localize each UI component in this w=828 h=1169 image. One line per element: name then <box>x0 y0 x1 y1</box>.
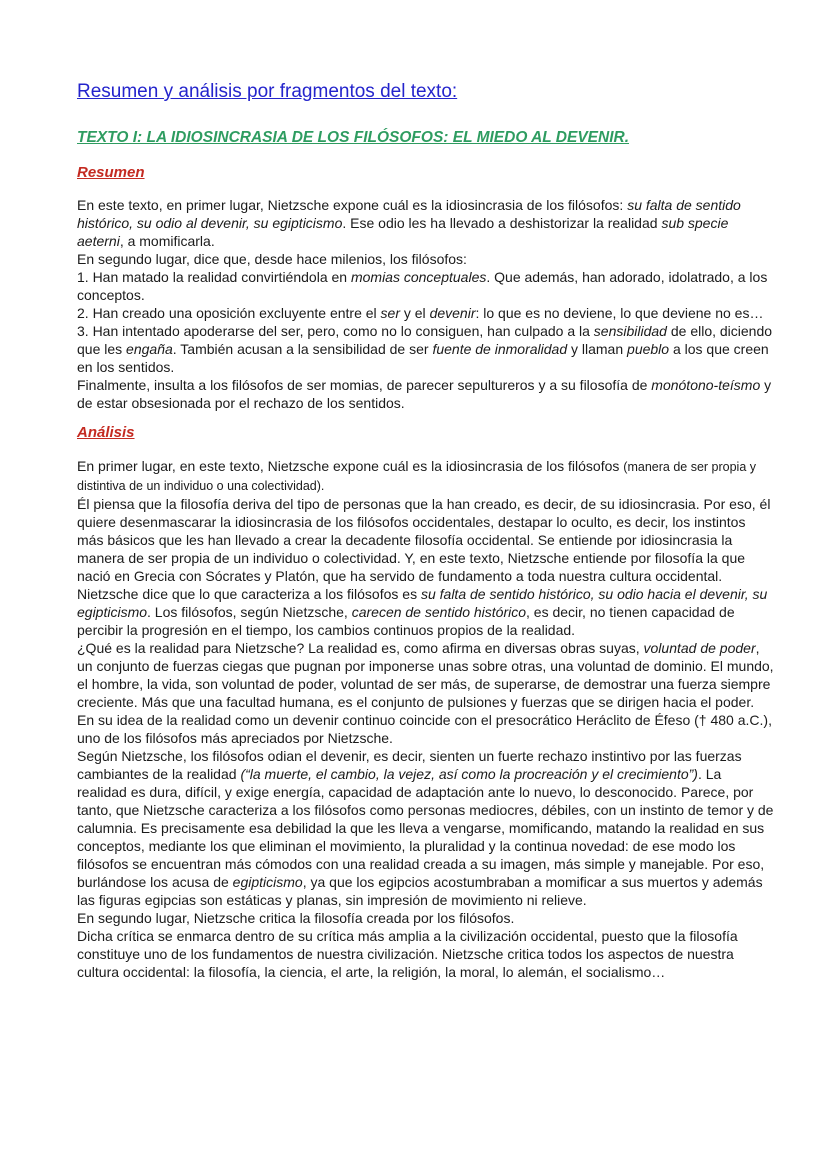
paragraph <box>77 322 774 376</box>
text-segment: momias conceptuales <box>350 269 487 285</box>
text-segment: sensibilidad <box>593 323 667 339</box>
paragraph <box>77 639 774 747</box>
document-title: Resumen y análisis por fragmentos del texto: <box>77 81 458 102</box>
text-segment: . Ese odio les ha llevado a deshistorizar la realidad <box>342 215 662 231</box>
text-segment: Dicha crítica se enmarca dentro de su crítica más amplia a la civilización occidental, puesto que la filosofía constituye uno de los fundamentos de nuestra civilización. Nietzsche critica todos los aspectos de nuestra cultura occidental: la filosofía, la ciencia, el arte, la religión, la moral, lo alemán, el socialismo… <box>77 928 738 980</box>
text-segment: y el <box>399 305 430 321</box>
analisis-body <box>77 457 774 981</box>
text-segment: Él piensa que la filosofía deriva del tipo de personas que la han creado, es decir, de su idiosincrasia. Por eso, él quiere desenmascarar la idiosincrasia de los filósofos occidentales, destapar lo oculto, es decir, los instintos más básicos que les han llevado a crear la decadente filosofía occidental. Se entiende por idiosincrasia la manera de ser propia de un individuo o colectividad. Y, en este texto, Nietzsche entiende por filosofía la que nació en Grecia con Sócrates y Platón, que ha servido de fundamento a toda nuestra cultura occidental. <box>77 496 771 584</box>
text-segment: , a momificarla. <box>119 233 215 249</box>
resumen-body <box>77 196 774 412</box>
paragraph <box>77 457 774 495</box>
paragraph <box>77 927 774 981</box>
text-segment: , un conjunto de fuerzas ciegas que pugnan por imponerse unas sobre otras, una voluntad de dominio. El mundo, el hombre, la vida, son voluntad de poder, voluntad de ser más, de superarse, de demostrar una fuerza siempre creciente. Más que una facultad humana, es el conjunto de pulsiones y fuerzas que se dirigen hacia el poder. En su idea de la realidad como un devenir continuo coincide con el presocrático Heráclito de Éfeso († 480 a.C.), uno de los filósofos más apreciados por Nietzsche. <box>77 640 774 746</box>
text-segment: de ello, diciendo que les <box>77 323 773 357</box>
paragraph <box>77 196 774 250</box>
paragraph <box>77 585 774 639</box>
text-segment: egipticismo <box>232 874 303 890</box>
text-segment: ser <box>380 305 400 321</box>
text-segment: En segundo lugar, dice que, desde hace milenios, los filósofos: <box>77 251 467 267</box>
text-segment: (manera de ser propia y distintiva de un individuo o una colectividad). <box>77 460 756 493</box>
text-segment: 2. Han creado una oposición excluyente entre el <box>77 305 381 321</box>
text-segment: . Los filósofos, según Nietzsche, <box>147 604 352 620</box>
text-segment: voluntad de poder <box>643 640 756 656</box>
text-segment: En segundo lugar, Nietzsche critica la filosofía creada por los filósofos. <box>77 910 515 926</box>
text-segment: pueblo <box>627 341 670 357</box>
analisis-heading: Análisis <box>77 424 135 441</box>
text-segment: su falta de sentido histórico, su odio hacia el devenir, su egipticismo <box>77 586 768 620</box>
text-segment: Finalmente, insulta a los filósofos de ser momias, de parecer sepultureros y a su filosofía de <box>77 377 652 393</box>
text-segment: monótono-teísmo <box>651 377 761 393</box>
paragraph <box>77 495 774 585</box>
text-segment: 3. Han intentado apoderarse del ser, pero, como no lo consiguen, han culpado a la <box>77 323 594 339</box>
paragraph <box>77 909 774 927</box>
section-heading-texto-1: TEXTO I: LA IDIOSINCRASIA DE LOS FILÓSOFOS: EL MIEDO AL DEVENIR. <box>77 129 630 146</box>
text-segment: fuente de inmoralidad <box>432 341 568 357</box>
text-segment: ¿Qué es la realidad para Nietzsche? La realidad es, como afirma en diversas obras suyas, <box>77 640 644 656</box>
text-segment: sub specie aeterni <box>77 215 729 249</box>
text-segment: carecen de sentido histórico <box>351 604 527 620</box>
text-segment: su falta de sentido histórico, su odio al devenir, su egipticismo <box>77 197 741 231</box>
text-segment: devenir <box>429 305 476 321</box>
text-segment: , ya que los egipcios acostumbraban a momificar a sus muertos y además las figuras egipcias son estáticas y planas, sin impresión de movimiento ni relieve. <box>77 874 763 908</box>
text-segment: . También acusan a la sensibilidad de ser <box>172 341 433 357</box>
text-segment: En este texto, en primer lugar, Nietzsche expone cuál es la idiosincrasia de los filósofos: <box>77 197 628 213</box>
text-segment: . Que además, han adorado, idolatrado, a los conceptos. <box>77 269 768 303</box>
text-segment: En primer lugar, en este texto, Nietzsche expone cuál es la idiosincrasia de los filósofos <box>77 458 624 474</box>
text-segment: y de estar obsesionada por el rechazo de los sentidos. <box>77 377 772 411</box>
paragraph <box>77 304 774 322</box>
text-segment: Según Nietzsche, los filósofos odian el devenir, es decir, sienten un fuerte rechazo instintivo por las fuerzas cambiantes de la realidad <box>77 748 742 782</box>
text-segment: y llaman <box>567 341 628 357</box>
text-segment: (“la muerte, el cambio, la vejez, así como la procreación y el crecimiento”) <box>240 766 698 782</box>
paragraph <box>77 268 774 304</box>
text-segment: . La realidad es dura, difícil, y exige energía, capacidad de adaptación ante lo nuevo, lo desconocido. Parece, por tanto, que Nietzsche caracteriza a los filósofos como personas mediocres, débiles, con un instinto de temor y de calumnia. Es precisamente esa debilidad la que les lleva a vengarse, momificando, matando la realidad en sus conceptos, mediante los que eliminan el movimiento, la pluralidad y la continua novedad: de ese modo los filósofos se encuentran más cómodos con una realidad creada a su imagen, más simple y manejable. Por eso, burlándose los acusa de <box>77 766 774 890</box>
text-segment: a los que creen en los sentidos. <box>77 341 769 375</box>
text-segment: Nietzsche dice que lo que caracteriza a los filósofos es <box>77 586 421 602</box>
text-segment: , es decir, no tienen capacidad de percibir la progresión en el tiempo, los cambios continuos propios de la realidad. <box>77 604 735 638</box>
document-content <box>77 81 774 981</box>
resumen-heading: Resumen <box>77 164 145 181</box>
text-segment: : lo que es no deviene, lo que deviene no es… <box>475 305 764 321</box>
paragraph <box>77 376 774 412</box>
paragraph <box>77 250 774 268</box>
paragraph <box>77 747 774 909</box>
text-segment: 1. Han matado la realidad convirtiéndola en <box>77 269 351 285</box>
text-segment: engaña <box>126 341 173 357</box>
